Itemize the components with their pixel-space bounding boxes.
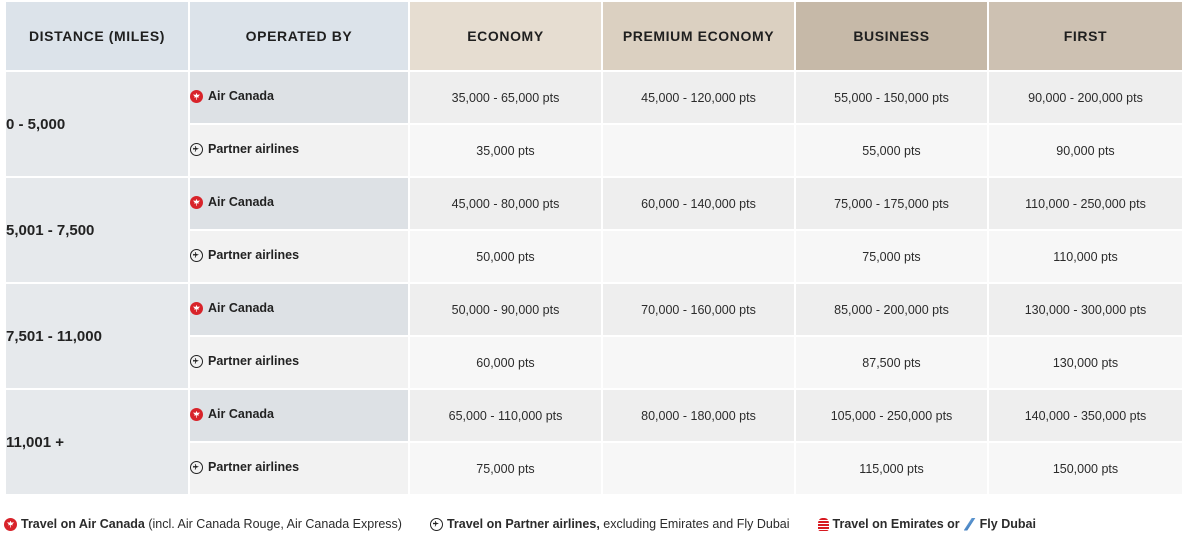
price-first: 90,000 pts [988, 124, 1182, 177]
table-row [5, 177, 1182, 230]
price-business: 105,000 - 250,000 pts [795, 389, 988, 442]
price-premium-economy: 80,000 - 180,000 pts [602, 389, 795, 442]
legend-emirates-title: Travel on Emirates or [832, 517, 960, 531]
price-first: 140,000 - 350,000 pts [988, 389, 1182, 442]
maple-leaf-icon [4, 518, 17, 531]
price-business: 55,000 pts [795, 124, 988, 177]
operator-label: Air Canada [208, 407, 274, 422]
price-first: 110,000 - 250,000 pts [988, 177, 1182, 230]
operator-label: Partner airlines [208, 354, 300, 369]
plane-circle-icon [190, 249, 203, 262]
header-premium-economy: PREMIUM ECONOMY [602, 1, 795, 71]
plane-circle-icon [190, 143, 203, 156]
maple-leaf-icon [190, 90, 203, 103]
operator-partner [189, 230, 409, 283]
price-premium-economy [602, 230, 795, 283]
award-chart-table [4, 0, 1182, 496]
price-premium-economy: 45,000 - 120,000 pts [602, 71, 795, 124]
maple-leaf-icon [190, 408, 203, 421]
price-economy: 60,000 pts [409, 336, 602, 389]
operator-air-canada [189, 177, 409, 230]
header-distance: DISTANCE (MILES) [5, 1, 189, 71]
header-business: BUSINESS [795, 1, 988, 71]
header-operated-by: OPERATED BY [189, 1, 409, 71]
price-premium-economy [602, 336, 795, 389]
legend-air-canada [4, 517, 402, 531]
flydubai-icon [964, 518, 976, 531]
distance-band: 5,001 - 7,500 [5, 177, 189, 283]
distance-band: 7,501 - 11,000 [5, 283, 189, 389]
legend-air-canada-detail: (incl. Air Canada Rouge, Air Canada Express) [144, 517, 402, 531]
price-business: 115,000 pts [795, 442, 988, 495]
price-first: 130,000 pts [988, 336, 1182, 389]
emirates-icon [818, 518, 829, 531]
plane-circle-icon [190, 461, 203, 474]
price-economy: 50,000 - 90,000 pts [409, 283, 602, 336]
price-business: 85,000 - 200,000 pts [795, 283, 988, 336]
operator-partner [189, 442, 409, 495]
maple-leaf-icon [190, 302, 203, 315]
price-premium-economy: 60,000 - 140,000 pts [602, 177, 795, 230]
price-premium-economy [602, 442, 795, 495]
operator-label: Air Canada [208, 301, 274, 316]
plane-circle-icon [190, 355, 203, 368]
price-economy: 75,000 pts [409, 442, 602, 495]
price-first: 130,000 - 300,000 pts [988, 283, 1182, 336]
price-first: 90,000 - 200,000 pts [988, 71, 1182, 124]
operator-partner [189, 124, 409, 177]
operator-label: Air Canada [208, 195, 274, 210]
legend-partner-title: Travel on Partner airlines, [446, 517, 600, 531]
operator-label: Partner airlines [208, 248, 300, 263]
price-premium-economy [602, 124, 795, 177]
price-first: 110,000 pts [988, 230, 1182, 283]
maple-leaf-icon [190, 196, 203, 209]
price-first: 150,000 pts [988, 442, 1182, 495]
price-business: 55,000 - 150,000 pts [795, 71, 988, 124]
price-economy: 35,000 - 65,000 pts [409, 71, 602, 124]
legend-partner [430, 517, 790, 531]
price-economy: 65,000 - 110,000 pts [409, 389, 602, 442]
legend-air-canada-title: Travel on Air Canada [21, 517, 145, 531]
operator-label: Partner airlines [208, 142, 300, 157]
price-economy: 35,000 pts [409, 124, 602, 177]
legend [4, 517, 1064, 531]
operator-label: Air Canada [208, 89, 274, 104]
legend-flydubai-title: Fly Dubai [979, 517, 1036, 531]
price-premium-economy: 70,000 - 160,000 pts [602, 283, 795, 336]
price-business: 75,000 pts [795, 230, 988, 283]
operator-air-canada [189, 389, 409, 442]
price-business: 87,500 pts [795, 336, 988, 389]
table-row [5, 71, 1182, 124]
operator-air-canada [189, 283, 409, 336]
table-row [5, 283, 1182, 336]
header-row [5, 1, 1182, 71]
header-first: FIRST [988, 1, 1182, 71]
distance-band: 0 - 5,000 [5, 71, 189, 177]
operator-label: Partner airlines [208, 460, 300, 475]
price-economy: 45,000 - 80,000 pts [409, 177, 602, 230]
distance-band: 11,001 + [5, 389, 189, 495]
price-economy: 50,000 pts [409, 230, 602, 283]
header-economy: ECONOMY [409, 1, 602, 71]
legend-emirates-flydubai [818, 517, 1036, 531]
operator-air-canada [189, 71, 409, 124]
plane-circle-icon [430, 518, 443, 531]
legend-partner-detail: excluding Emirates and Fly Dubai [599, 517, 790, 531]
operator-partner [189, 336, 409, 389]
table-row [5, 389, 1182, 442]
price-business: 75,000 - 175,000 pts [795, 177, 988, 230]
